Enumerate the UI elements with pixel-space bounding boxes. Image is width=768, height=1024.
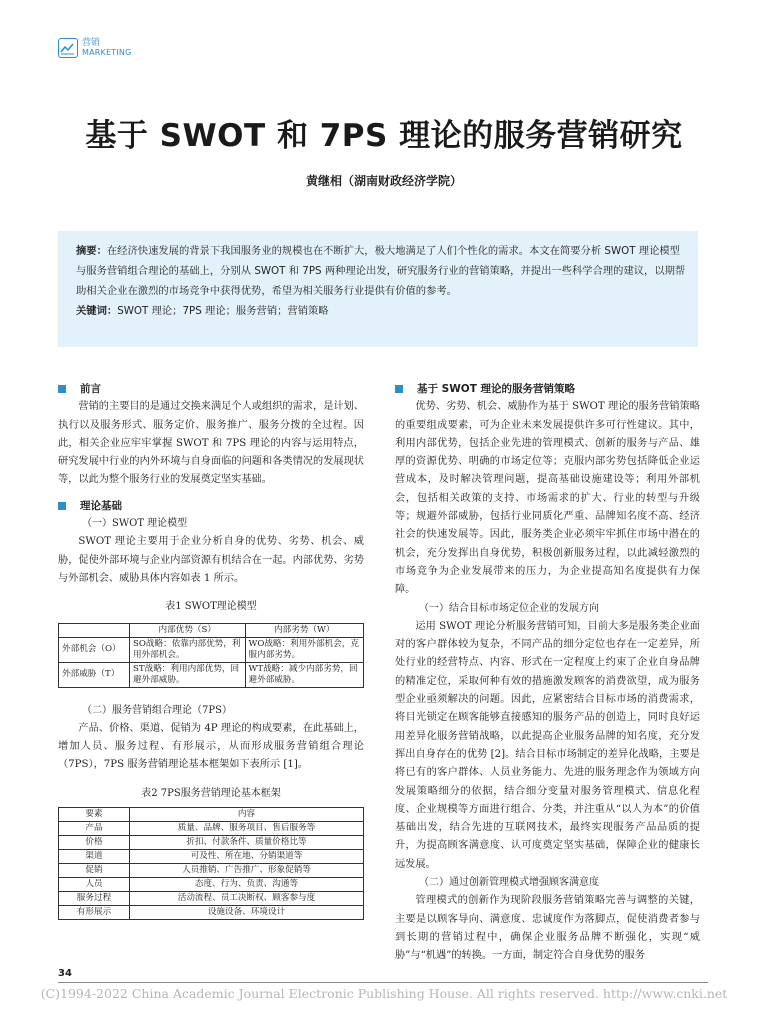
article-title: 基于 SWOT 和 7PS 理论的服务营销研究 [85, 118, 683, 154]
section-title-preface: 前言 [80, 383, 101, 395]
section-title-strategy: 基于 SWOT 理论的服务营销策略 [417, 383, 576, 395]
table-row [59, 906, 364, 920]
table-header: 要素 [59, 808, 130, 822]
table-cell: SO战略：依靠内部优势，利用外部机会。 [130, 637, 246, 662]
logo-text-en: MARKETING [82, 48, 132, 57]
table-row-label: 外部威胁（T） [59, 662, 130, 687]
logo-text-cn: 营销 [82, 38, 101, 48]
abstract-text: 在经济快速发展的背景下我国服务业的规模也在不断扩大，极大地满足了人们个性化的需求。本文在简要分析 SWOT 理论模型与服务营销组合理论的基础上，分别从 SWOT 和 7PS 两种理论出发，研究服务行业的营销策略，并提出一些科学合理的建议，以期帮助相关企业在激烈的市场竞争中获得优势，希望为相关服务行业提供有价值的参考。 [76, 245, 686, 297]
table-cell: ST战略：利用内部优势，回避外部威胁。 [130, 662, 246, 687]
table-cell: 活动流程、员工决断权、顾客参与度 [130, 892, 364, 906]
table-row [59, 836, 364, 850]
table-cell: 促销 [59, 864, 130, 878]
paragraph-preface: 营销的主要目的是通过交换来满足个人或组织的需求，是计划、执行以及服务形式、服务定价、服务推广、服务分拨的全过程。因此，相关企业应牢牢掌握 SWOT 和 7PS 理论的内容与运用特点，研究发展中行业的内外环境与自身面临的问题和各类情况的发展现状等，以此为整个服务行业的发展奠定坚实基础。 [58, 401, 364, 486]
article-author: 黄继相（湖南财政经济学院） [305, 174, 462, 188]
section-heading [58, 380, 364, 398]
paragraph-swot: SWOT 理论主要用于企业分析自身的优势、劣势、机会、威胁，促使外部环境与企业内部资源有机结合在一起。内部优势、劣势与外部机会、威胁具体内容如表 1 所示。 [58, 536, 364, 584]
abstract-paragraph [76, 241, 686, 301]
table-cell: 渠道 [59, 850, 130, 864]
table-row [59, 822, 364, 836]
journal-logo [58, 38, 131, 58]
table-header: 内部劣势（W） [245, 623, 363, 637]
copyright-footer: (C)1994-2022 China Academic Journal Electronic Publishing House. All rights reserved. http://www.cnki.net [40, 986, 728, 1001]
keywords-label: 关键词： [76, 305, 118, 317]
footer-divider [58, 982, 708, 983]
table-cell: 质量、品牌、服务项目、售后服务等 [130, 822, 364, 836]
table-row-label: 外部机会（O） [59, 637, 130, 662]
table-cell: 可及性、所在地、分销渠道等 [130, 850, 364, 864]
table-header: 内部优势（S） [130, 623, 246, 637]
section-bullet-icon [395, 385, 403, 393]
table-row [59, 892, 364, 906]
table-cell: 有形展示 [59, 906, 130, 920]
section-title-theory: 理论基础 [80, 499, 122, 512]
table-cell: 折扣、付款条件、质量价格比等 [130, 836, 364, 850]
paragraph-management: 管理模式的创新作为现阶段服务营销策略完善与调整的关键，主要是以顾客导向、满意度、忠诚度作为落脚点，促使消费者参与到长期的营销过程中，确保企业服务品牌不断强化，实现“威胁”与“机遇”的转换。一方面，制定符合自身优势的服务 [395, 895, 700, 962]
subsection-title-swot: （一）SWOT 理论模型 [82, 518, 188, 530]
keywords-line [76, 301, 686, 321]
section-bullet-icon [58, 385, 66, 393]
section-bullet-icon [58, 502, 66, 510]
table-header: 内容 [130, 808, 364, 822]
keywords-text: SWOT 理论；7PS 理论；服务营销；营销策略 [117, 305, 329, 317]
table-cell: 产品 [59, 822, 130, 836]
table-cell [59, 623, 130, 637]
table-row [59, 864, 364, 878]
abstract-label: 摘要： [76, 245, 107, 257]
right-column [395, 380, 700, 966]
table-cell: WO战略：利用外部机会，克服内部劣势。 [245, 637, 363, 662]
table-cell: 人员 [59, 878, 130, 892]
table-cell: 设施设备、环境设计 [130, 906, 364, 920]
section-heading [395, 380, 700, 398]
table-cell: 态度、行为、负责、沟通等 [130, 878, 364, 892]
table-cell: 服务过程 [59, 892, 130, 906]
table-row [59, 878, 364, 892]
paragraph-strategy: 优势、劣势、机会、威胁作为基于 SWOT 理论的服务营销策略的重要组成要素，可为企业未来发展提供许多可行性建议。其中，利用内部优势，包括企业先进的管理模式、创新的服务与产品、雄厚的资源优势、明确的市场定位等；克服内部劣势包括降低企业运营成本，及时解决管理问题，提高基础设施建设等；利用外部机会，包括相关政策的支持、市场需求的扩大、行业的转型与升级等；规避外部威胁，包括行业同质化严重、品牌知名度不高、经济社会的快速发展等。因此，服务类企业必须牢牢抓住市场中潜在的机会，充分发挥出自身优势，积极创新服务过程，以此减轻激烈的市场竞争为企业发展带来的压力，为企业提高知名度提供有力保障。 [395, 401, 700, 596]
left-column [58, 380, 364, 920]
page-number: 34 [58, 968, 72, 979]
subsection-title-7ps: （二）服务营销组合理论（7PS） [82, 704, 232, 716]
subsection-title-positioning: （一）结合目标市场定位企业的发展方向 [419, 602, 599, 614]
table-cell: 人员推销、广告推广、形象促销等 [130, 864, 364, 878]
table2-caption: 表2 7PS服务营销理论基本框架 [141, 787, 281, 799]
paragraph-7ps: 产品、价格、渠道、促销为 4P 理论的构成要素，在此基础上，增加人员、服务过程、有形展示，从而形成服务营销组合理论（7PS），7PS 服务营销理论基本框架如下表所示 [1]。 [58, 722, 364, 771]
table1-caption: 表1 SWOT理论模型 [165, 601, 257, 613]
chart-icon [58, 38, 78, 58]
subsection-title-management: （二）通过创新管理模式增强顾客满意度 [419, 877, 599, 889]
table-row [59, 850, 364, 864]
7ps-table [58, 807, 364, 920]
section-heading [58, 497, 364, 515]
swot-table [58, 623, 364, 688]
paragraph-positioning: 运用 SWOT 理论分析服务营销可知，目前大多是服务类企业面对的客户群体较为复杂，不同产品的细分定位也存在一定差异，所处行业的经营特点、内容、形式在一定程度上约束了企业自身品牌的精准定位，采取何种有效的措施激发顾客的消费欲望，成为服务型企业亟须解决的问题。因此，应紧密结合目标市场的消费需求，将目光锁定在顾客能够直接感知的服务产品的创造上，同时良好运用差异化服务营销战略，以此提高企业服务品牌的知名度，充分发挥出自身存在的优势 [2]。结合目标市场制定的差异化战略，主要是将已有的客户群体、人员业务能力、先进的服务理念作为领域方向发展策略细分的依据，结合细分变量对服务管理模式、信息化程度、企业规模等方面进行组合、分类，并注重从“以人为本”的价值基础出发，结合先进的互联网技术，最终实现服务产品品质的提升，为提高顾客满意度、认可度奠定坚实基础，保障企业的健康长远发展。 [395, 620, 700, 870]
abstract-box [58, 231, 698, 347]
table-cell: WT战略：减少内部劣势，回避外部威胁。 [245, 662, 363, 687]
table-cell: 价格 [59, 836, 130, 850]
